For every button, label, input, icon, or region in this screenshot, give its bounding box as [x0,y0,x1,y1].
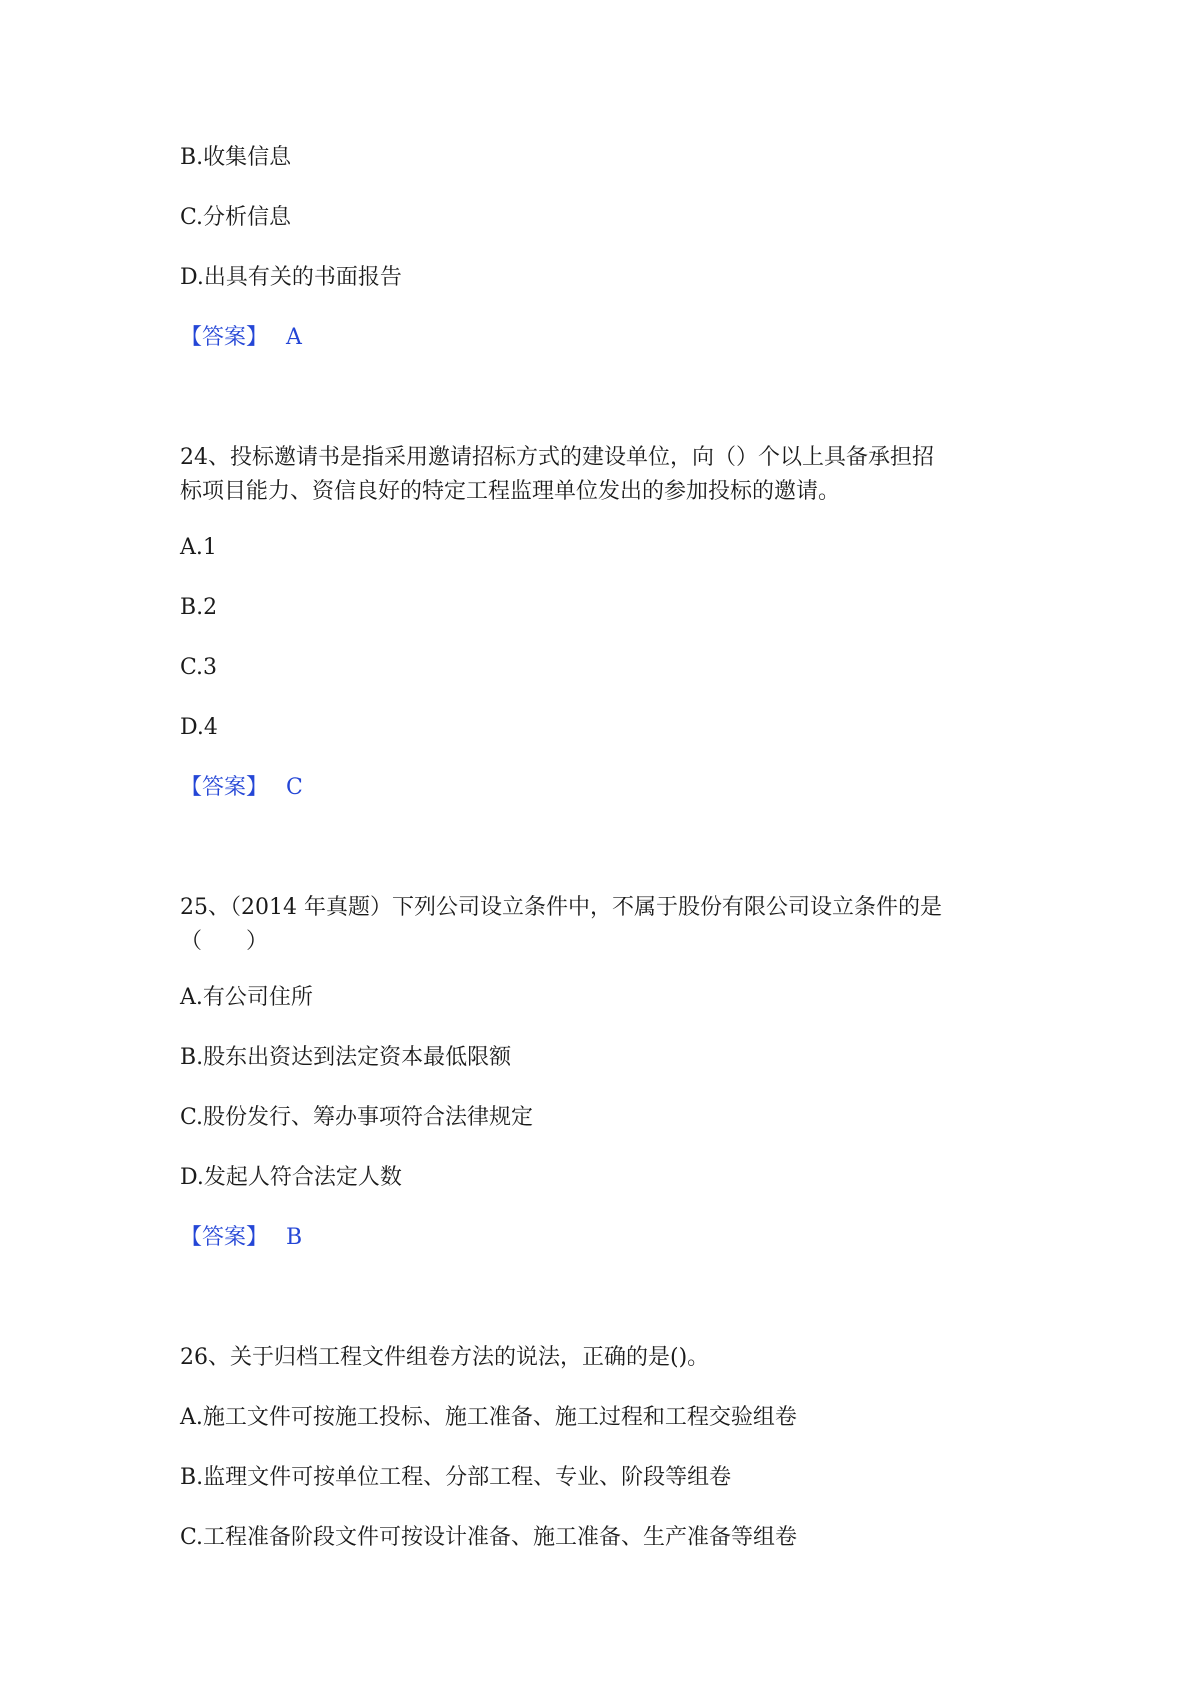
q25-option-d: D.发起人符合法定人数 [180,1165,402,1190]
q25-option-c: C.股份发行、筹办事项符合法律规定 [180,1105,534,1130]
answer-label: 【答案】 [180,325,269,350]
answer-key: C [286,775,303,800]
q24-stem-line1: 24、投标邀请书是指采用邀请招标方式的建设单位，向（）个以上具备承担招 [180,445,934,470]
q26-stem-line1: 26、关于归档工程文件组卷方法的说法，正确的是()。 [180,1345,710,1370]
q24-answer [180,772,303,804]
q25-stem-line1: 25、（2014 年真题）下列公司设立条件中，不属于股份有限公司设立条件的是 [180,895,942,920]
q25-stem-line2: （ ） [180,929,269,954]
answer-label: 【答案】 [180,1225,269,1250]
q23-option-b: B.收集信息 [180,145,292,170]
q26-option-c: C.工程准备阶段文件可按设计准备、施工准备、生产准备等组卷 [180,1525,798,1550]
q24-option-d: D.4 [180,715,218,740]
q26-option-b: B.监理文件可按单位工程、分部工程、专业、阶段等组卷 [180,1465,732,1490]
q24-option-c: C.3 [180,655,218,680]
q24-stem-line2: 标项目能力、资信良好的特定工程监理单位发出的参加投标的邀请。 [180,479,841,504]
q25-option-a: A.有公司住所 [180,985,313,1010]
answer-key: B [286,1225,303,1250]
q23-option-c: C.分析信息 [180,205,292,230]
answer-key: A [286,325,302,350]
q24-option-a: A.1 [180,535,217,560]
q23-option-d: D.出具有关的书面报告 [180,265,402,290]
answer-label: 【答案】 [180,775,269,800]
q24-option-b: B.2 [180,595,218,620]
q25-option-b: B.股东出资达到法定资本最低限额 [180,1045,512,1070]
q25-answer [180,1222,302,1254]
q23-answer [180,322,302,354]
q26-option-a: A.施工文件可按施工投标、施工准备、施工过程和工程交验组卷 [180,1405,797,1430]
